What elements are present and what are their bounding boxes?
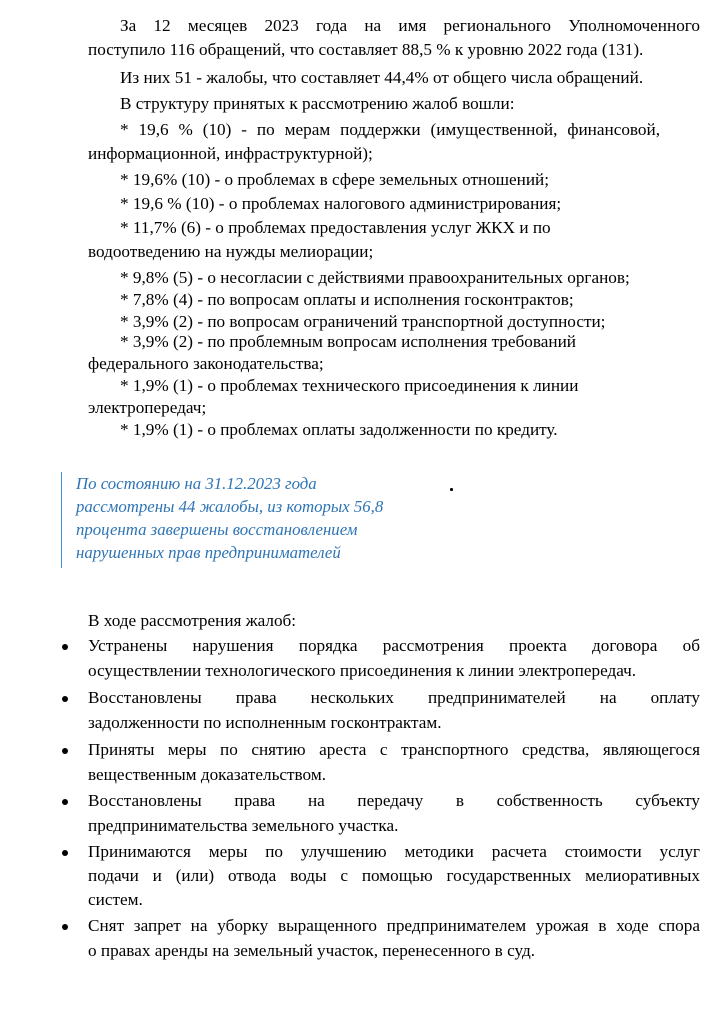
result-line: систем. xyxy=(88,890,143,909)
structure-item-cont: информационной, инфраструктурной); xyxy=(88,144,373,163)
result-line: подачи и (или) отвода воды с помощью государственных мелиоративных xyxy=(88,866,700,885)
structure-item: * 7,8% (4) - по вопросам оплаты и исполнения госконтрактов; xyxy=(120,290,574,309)
quote-line: процента завершены восстановлением xyxy=(76,520,358,539)
structure-item-cont: водоотведению на нужды мелиорации; xyxy=(88,242,374,261)
result-line: Восстановлены права нескольких предпринимателей на оплату xyxy=(88,688,700,707)
structure-item-cont: электропередач; xyxy=(88,398,207,417)
stray-dot xyxy=(450,488,453,491)
quote-line: По состоянию на 31.12.2023 года xyxy=(76,474,317,493)
result-line: Приняты меры по снятию ареста с транспортного средства, являющегося xyxy=(88,740,700,759)
structure-item: * 19,6 % (10) - о проблемах налогового администрирования; xyxy=(120,194,562,213)
bullet-icon xyxy=(62,924,68,930)
result-line: осуществлении технологического присоединения к линии электропередач. xyxy=(88,661,637,680)
result-line: Устранены нарушения порядка рассмотрения проекта договора об xyxy=(88,636,700,655)
result-line: о правах аренды на земельный участок, перенесенного в суд. xyxy=(88,941,536,960)
structure-item: * 19,6 % (10) - по мерам поддержки (имущественной, финансовой, xyxy=(120,120,660,139)
structure-intro: В структуру принятых к рассмотрению жалоб вошли: xyxy=(120,94,515,113)
bullet-icon xyxy=(62,696,68,702)
paragraph-line: За 12 месяцев 2023 года на имя регионального Уполномоченного xyxy=(120,16,700,35)
bullet-icon xyxy=(62,748,68,754)
bullet-icon xyxy=(62,799,68,805)
structure-item: * 1,9% (1) - о проблемах оплаты задолженности по кредиту. xyxy=(120,420,558,439)
results-intro: В ходе рассмотрения жалоб: xyxy=(88,611,297,630)
result-line: Восстановлены права на передачу в собственность субъекту xyxy=(88,791,700,810)
complaints-summary: Из них 51 - жалобы, что составляет 44,4% от общего числа обращений. xyxy=(120,68,644,87)
result-line: вещественным доказательством. xyxy=(88,765,326,784)
highlight-quote xyxy=(61,472,431,568)
structure-item: * 3,9% (2) - по проблемным вопросам исполнения требований xyxy=(120,332,576,351)
paragraph-line: поступило 116 обращений, что составляет 88,5 % к уровню 2022 года (131). xyxy=(88,40,644,59)
quote-line: рассмотрены 44 жалобы, из которых 56,8 xyxy=(76,497,384,516)
result-line: задолженности по исполненным госконтрактам. xyxy=(88,713,442,732)
result-line: Снят запрет на уборку выращенного предпринимателем урожая в ходе спора xyxy=(88,916,700,935)
structure-item: * 19,6% (10) - о проблемах в сфере земельных отношений; xyxy=(120,170,550,189)
structure-item: * 1,9% (1) - о проблемах технического присоединения к линии xyxy=(120,376,579,395)
structure-item: * 3,9% (2) - по вопросам ограничений транспортной доступности; xyxy=(120,312,606,331)
structure-item: * 11,7% (6) - о проблемах предоставления услуг ЖКХ и по xyxy=(120,218,551,237)
result-line: предпринимательства земельного участка. xyxy=(88,816,399,835)
structure-item: * 9,8% (5) - о несогласии с действиями правоохранительных органов; xyxy=(120,268,630,287)
quote-line: нарушенных прав предпринимателей xyxy=(76,543,341,562)
result-line: Принимаются меры по улучшению методики расчета стоимости услуг xyxy=(88,842,700,861)
bullet-icon xyxy=(62,850,68,856)
structure-item-cont: федерального законодательства; xyxy=(88,354,324,373)
bullet-icon xyxy=(62,644,68,650)
